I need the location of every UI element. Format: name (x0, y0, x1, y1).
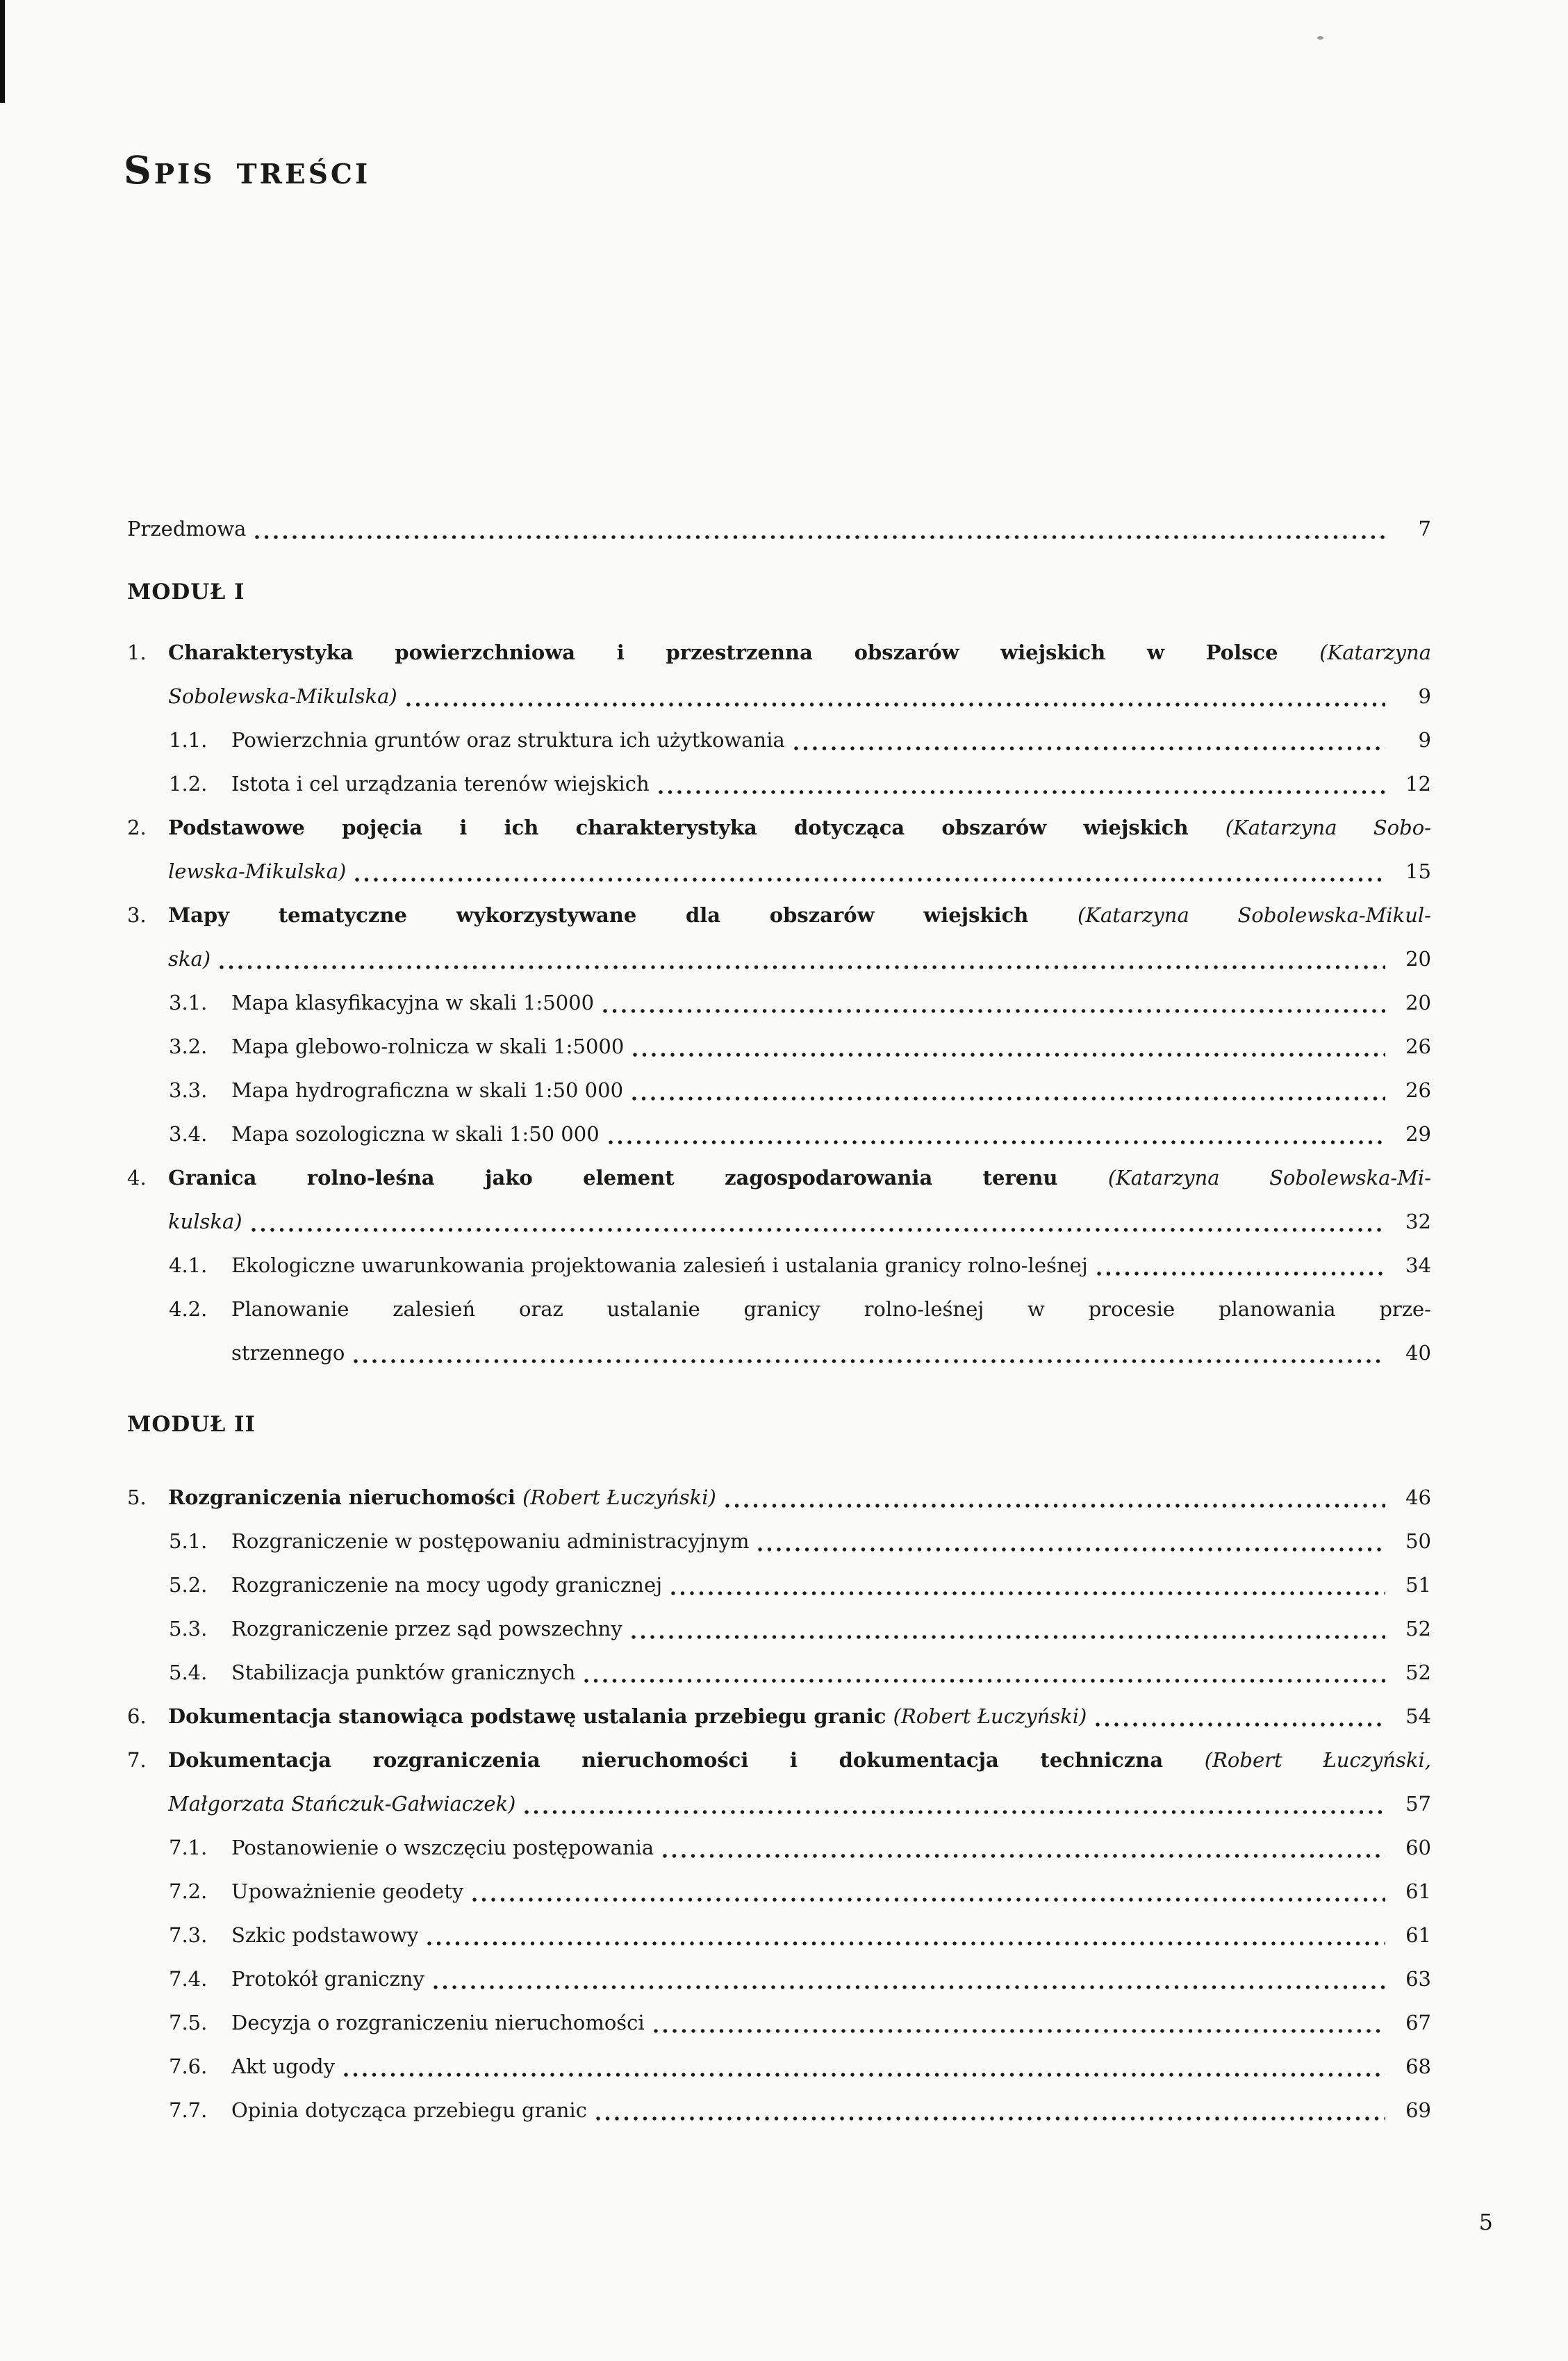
dot-leader (427, 1940, 1385, 1947)
dot-leader (631, 1634, 1385, 1640)
toc-row (169, 981, 1431, 1025)
dot-leader (1095, 1721, 1385, 1728)
entry-page-number: 60 (1405, 1836, 1431, 1859)
entry-number: 7.4. (169, 1967, 208, 1991)
entry-label (168, 1695, 1087, 1738)
entry-text-segment: Mapa glebowo-rolnicza w skali 1:5000 (231, 1035, 625, 1058)
entry-text-segment: Dokumentacja rozgraniczenia nieruchomości i dokumentacja techniczna (168, 1748, 1205, 1772)
entry-page-number: 20 (1405, 947, 1431, 971)
entry-label (231, 1914, 418, 1957)
page-folio-number: 5 (1478, 2209, 1493, 2235)
entry-number: 1.1. (169, 728, 208, 752)
dot-leader (602, 1007, 1385, 1014)
entry-text-segment: Powierzchnia gruntów oraz struktura ich użytkowania (231, 728, 785, 752)
dot-leader (343, 2071, 1385, 2078)
entry-number: 7.7. (169, 2098, 208, 2122)
entry-page-number: 7 (1418, 517, 1431, 541)
entry-label (168, 1476, 716, 1520)
entry-page-number: 67 (1405, 2011, 1431, 2034)
module-heading: MODUŁ I (127, 579, 245, 604)
toc-row (168, 1200, 1431, 1244)
entry-text-segment: (Robert Łuczyński, (1204, 1748, 1431, 1772)
entry-text-segment: Charakterystyka powierzchniowa i przestrzenna obszarów wiejskich w Polsce (168, 641, 1320, 664)
toc-row (169, 1914, 1431, 1957)
toc-row (169, 1288, 1431, 1331)
entry-number: 3.4. (169, 1122, 208, 1146)
entry-text-segment: Istota i cel urządzania terenów wiejskich (231, 772, 650, 796)
entry-text-segment: Mapa sozologiczna w skali 1:50 000 (231, 1122, 600, 1146)
entry-number: 5.3. (169, 1617, 208, 1640)
entry-label (231, 1069, 623, 1112)
page-title: Spis treści (124, 147, 371, 192)
entry-text-segment: Sobolewska-Mikulska) (168, 684, 397, 708)
entry-label (231, 1520, 749, 1563)
dot-leader (608, 1139, 1385, 1146)
entry-number: 3.2. (169, 1035, 208, 1058)
toc-list (127, 507, 1431, 2132)
entry-text-segment: (Robert Łuczyński) (522, 1486, 716, 1509)
entry-number: 6. (127, 1704, 147, 1728)
dot-leader (433, 1984, 1385, 1991)
entry-label (231, 1607, 622, 1651)
entry-number: 7. (127, 1748, 147, 1772)
entry-label (231, 2089, 587, 2132)
entry-number: 4.2. (169, 1297, 208, 1321)
entry-label (168, 937, 211, 981)
entry-text-segment: Mapy tematyczne wykorzystywane dla obszarów wiejskich (168, 903, 1078, 927)
entry-label (231, 1957, 424, 2001)
entry-number: 7.2. (169, 1879, 208, 1903)
dot-leader (595, 2115, 1385, 2122)
entry-text-segment: Podstawowe pojęcia i ich charakterystyka dotycząca obszarów wiejskich (168, 816, 1225, 839)
entry-label (231, 1826, 654, 1870)
entry-page-number: 50 (1405, 1529, 1431, 1553)
toc-row (127, 1695, 1431, 1738)
entry-number: 1. (127, 641, 147, 664)
entry-text-segment: (Katarzyna Sobolewska-Mi- (1107, 1166, 1431, 1190)
entry-number: 7.5. (169, 2011, 208, 2034)
entry-label (231, 1331, 345, 1375)
entry-label (231, 1025, 624, 1069)
entry-text-segment: kulska) (168, 1210, 242, 1233)
toc-row (169, 1069, 1431, 1112)
entry-number: 4.1. (169, 1253, 208, 1277)
entry-page-number: 61 (1405, 1879, 1431, 1903)
toc-row (169, 2089, 1431, 2132)
entry-text-segment: Stabilizacja punktów granicznych (231, 1661, 576, 1684)
entry-label (231, 762, 650, 806)
scan-edge-artifact (0, 0, 5, 103)
toc-row (168, 850, 1431, 894)
toc-row (127, 507, 1431, 551)
dot-leader (632, 1051, 1385, 1058)
entry-text-segment: Mapa klasyfikacyjna w skali 1:5000 (231, 991, 595, 1014)
entry-page-number: 9 (1418, 728, 1431, 752)
entry-page-number: 46 (1405, 1486, 1431, 1509)
entry-text-segment: (Katarzyna Sobo- (1225, 816, 1431, 839)
entry-label (231, 1563, 662, 1607)
entry-number: 7.1. (169, 1836, 208, 1859)
entry-number: 4. (127, 1166, 147, 1190)
entry-text-segment: Granica rolno-leśna jako element zagospodarowania terenu (168, 1166, 1108, 1190)
entry-text-segment: Decyzja o rozgraniczeniu nieruchomości (231, 2011, 645, 2034)
toc-row (127, 806, 1431, 850)
entry-page-number: 69 (1405, 2098, 1431, 2122)
entry-page-number: 51 (1405, 1573, 1431, 1597)
toc-row (127, 1476, 1431, 1520)
dot-leader (670, 1590, 1385, 1597)
toc-row (169, 1651, 1431, 1695)
entry-number: 3.1. (169, 991, 208, 1014)
entry-number: 3.3. (169, 1078, 208, 1102)
dot-leader (353, 1358, 1385, 1365)
entry-text-segment: Rozgraniczenie przez sąd powszechny (231, 1617, 622, 1640)
entry-page-number: 15 (1405, 859, 1431, 883)
entry-text-segment: (Robert Łuczyński) (893, 1704, 1087, 1728)
entry-page-number: 34 (1405, 1253, 1431, 1277)
toc-row (169, 1563, 1431, 1607)
dot-leader (406, 701, 1385, 708)
dot-leader (1096, 1270, 1385, 1277)
entry-text-segment: Akt ugody (231, 2055, 336, 2078)
entry-page-number: 63 (1405, 1967, 1431, 1991)
entry-label (231, 718, 785, 762)
dot-leader (632, 1095, 1385, 1102)
entry-number: 7.6. (169, 2055, 208, 2078)
entry-text-segment: (Katarzyna (1319, 641, 1431, 664)
entry-page-number: 26 (1405, 1035, 1431, 1058)
entry-page-number: 68 (1405, 2055, 1431, 2078)
entry-page-number: 52 (1405, 1661, 1431, 1684)
toc-row (169, 2001, 1431, 2045)
dot-leader (653, 2027, 1385, 2034)
entry-label (231, 1112, 600, 1156)
toc-row (127, 1156, 1431, 1200)
dot-leader (584, 1677, 1385, 1684)
entry-text-segment: Mapa hydrograficzna w skali 1:50 000 (231, 1078, 624, 1102)
entry-label (231, 1870, 463, 1914)
entry-page-number: 57 (1405, 1792, 1431, 1816)
entry-page-number: 9 (1418, 684, 1431, 708)
toc-row (231, 1331, 1431, 1375)
entry-number: 5.1. (169, 1529, 208, 1553)
entry-text-segment: lewska-Mikulska) (168, 859, 347, 883)
entry-label (231, 981, 594, 1025)
entry-number: 2. (127, 816, 147, 839)
entry-label (168, 675, 397, 718)
toc-row (169, 1520, 1431, 1563)
dot-leader (354, 876, 1385, 883)
entry-page-number: 40 (1405, 1341, 1431, 1365)
toc-row (169, 762, 1431, 806)
entry-text-segment: Rozgraniczenie na mocy ugody granicznej (231, 1573, 663, 1597)
entry-page-number: 52 (1405, 1617, 1431, 1640)
entry-text-segment: strzennego (231, 1341, 345, 1365)
scan-speck-artifact (1317, 36, 1323, 40)
toc-row (169, 1957, 1431, 2001)
entry-text-segment: Szkic podstawowy (231, 1923, 419, 1947)
dot-leader (793, 745, 1385, 752)
entry-label (168, 1782, 515, 1826)
entry-text-segment: Rozgraniczenie w postępowaniu administracyjnym (231, 1529, 750, 1553)
entry-text-segment: Rozgraniczenia nieruchomości (168, 1486, 523, 1509)
entry-page-number: 20 (1405, 991, 1431, 1014)
dot-leader (662, 1852, 1385, 1859)
entry-number: 1.2. (169, 772, 208, 796)
entry-text-segment: Protokół graniczny (231, 1967, 424, 1991)
entry-number: 5. (127, 1486, 147, 1509)
entry-page-number: 29 (1405, 1122, 1431, 1146)
dot-leader (725, 1502, 1385, 1509)
entry-text-segment: Małgorzata Stańczuk-Gałwiaczek) (168, 1792, 516, 1816)
toc-row (169, 1826, 1431, 1870)
toc-row (168, 937, 1431, 981)
entry-text-segment: Opinia dotycząca przebiegu granic (231, 2098, 587, 2122)
entry-label (231, 2045, 335, 2089)
dot-leader (254, 534, 1385, 541)
entry-page-number: 26 (1405, 1078, 1431, 1102)
entry-text-segment: Upoważnienie geodety (231, 1879, 464, 1903)
toc-row (169, 2045, 1431, 2089)
toc-row (169, 1112, 1431, 1156)
entry-page-number: 54 (1405, 1704, 1431, 1728)
entry-page-number: 61 (1405, 1923, 1431, 1947)
entry-text-segment: (Katarzyna Sobolewska-Mikul- (1078, 903, 1431, 927)
entry-label (231, 1651, 575, 1695)
toc-row (168, 1782, 1431, 1826)
toc-row (127, 894, 1431, 937)
entry-number: 7.3. (169, 1923, 208, 1947)
entry-page-number: 32 (1405, 1210, 1431, 1233)
entry-text-segment: ska) (168, 947, 211, 971)
entry-number: 5.4. (169, 1661, 208, 1684)
entry-label (231, 1244, 1088, 1288)
entry-label (127, 507, 246, 551)
toc-row (127, 631, 1431, 675)
toc-row (169, 1870, 1431, 1914)
entry-number: 5.2. (169, 1573, 208, 1597)
dot-leader (757, 1546, 1385, 1553)
toc-row (127, 1738, 1431, 1782)
toc-row (169, 1244, 1431, 1288)
toc-row (169, 718, 1431, 762)
entry-text-segment: Ekologiczne uwarunkowania projektowania zalesień i ustalania granicy rolno-leśnej (231, 1253, 1088, 1277)
dot-leader (658, 789, 1385, 796)
entry-text-segment: Przedmowa (127, 517, 247, 541)
dot-leader (219, 964, 1385, 971)
entry-page-number: 12 (1405, 772, 1431, 796)
entry-label (168, 850, 346, 894)
toc-row (169, 1025, 1431, 1069)
dot-leader (251, 1226, 1385, 1233)
entry-text-segment: Postanowienie o wszczęciu postępowania (231, 1836, 654, 1859)
dot-leader (472, 1896, 1385, 1903)
toc-row (168, 675, 1431, 718)
entry-label (168, 1200, 242, 1244)
entry-text-segment: Dokumentacja stanowiąca podstawę ustalania przebiegu granic (168, 1704, 893, 1728)
dot-leader (524, 1809, 1385, 1816)
entry-label (231, 2001, 645, 2045)
module-heading: MODUŁ II (127, 1412, 256, 1437)
entry-number: 3. (127, 903, 147, 927)
entry-text-segment: Planowanie zalesień oraz ustalanie granicy rolno-leśnej w procesie planowania prze- (231, 1297, 1431, 1321)
toc-row (169, 1607, 1431, 1651)
